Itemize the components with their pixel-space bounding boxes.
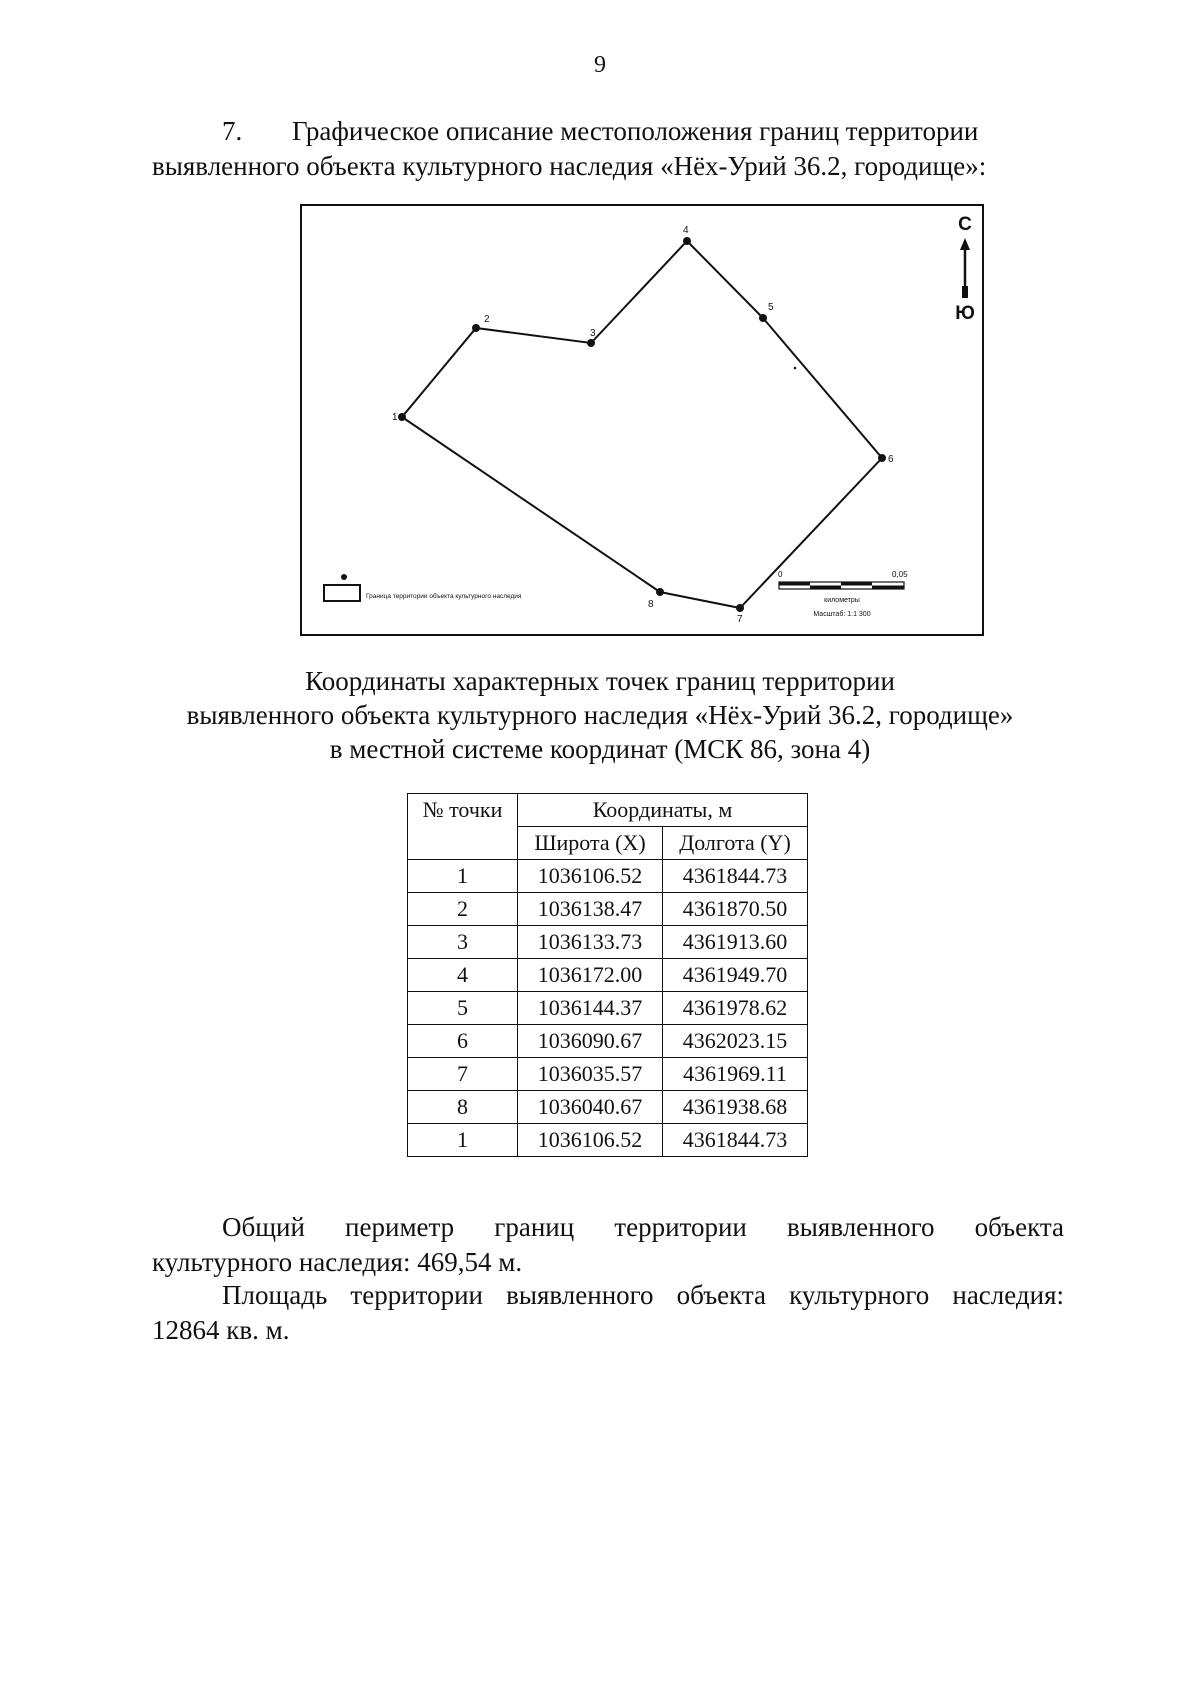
- cell-x: 1036090.67: [518, 1025, 663, 1058]
- cell-point: 1: [408, 860, 518, 893]
- point-8-label: 8: [648, 599, 654, 610]
- cell-x: 1036133.73: [518, 926, 663, 959]
- map-speck: [794, 367, 797, 370]
- area-line-2: 12864 кв. м.: [152, 1315, 290, 1345]
- header-latitude-x: Широта (X): [518, 827, 663, 860]
- north-label: С: [958, 214, 972, 235]
- perimeter-line-2: культурного наследия: 469,54 м.: [152, 1247, 523, 1277]
- cell-x: 1036106.52: [518, 860, 663, 893]
- coordinates-title: [0, 664, 1200, 766]
- heading-line-2: выявленного объекта культурного наследия «Нёх-Урий 36.2, городище»:: [152, 151, 987, 181]
- point-7-marker: [736, 604, 744, 612]
- table-row: [408, 860, 808, 893]
- section-number: 7.: [222, 116, 243, 146]
- area-paragraph: [152, 1278, 1064, 1348]
- cell-y: 4361938.68: [663, 1091, 808, 1124]
- perimeter-paragraph: [152, 1210, 1064, 1280]
- point-1-label: 1: [392, 412, 398, 423]
- cell-point: 5: [408, 992, 518, 1025]
- header-coordinates: Координаты, м: [518, 794, 808, 827]
- point-7-label: 7: [737, 614, 743, 625]
- cell-x: 1036144.37: [518, 992, 663, 1025]
- cell-y: 4361913.60: [663, 926, 808, 959]
- map-legend: [324, 574, 522, 601]
- perimeter-line-1: Общий периметр границ территории выявленного объекта: [222, 1212, 1064, 1242]
- map-canvas: [302, 206, 982, 634]
- scale-end-label: 0,05: [892, 570, 908, 579]
- cell-y: 4361844.73: [663, 1124, 808, 1157]
- cell-point: 4: [408, 959, 518, 992]
- boundary-map: [300, 204, 984, 636]
- cell-y: 4361978.62: [663, 992, 808, 1025]
- table-row: [408, 1058, 808, 1091]
- cell-y: 4361870.50: [663, 893, 808, 926]
- cell-y: 4361844.73: [663, 860, 808, 893]
- point-4-marker: [683, 237, 691, 245]
- cell-x: 1036035.57: [518, 1058, 663, 1091]
- table-row: [408, 959, 808, 992]
- cell-point: 7: [408, 1058, 518, 1091]
- point-6-marker: [878, 454, 886, 462]
- scale-units: километры: [824, 597, 860, 604]
- table-row: [408, 1124, 808, 1157]
- point-1-marker: [398, 413, 406, 421]
- scale-ratio: Масштаб: 1:1 300: [813, 611, 871, 618]
- legend-swatch: [324, 585, 360, 601]
- cell-point: 1: [408, 1124, 518, 1157]
- cell-y: 4361969.11: [663, 1058, 808, 1091]
- cell-x: 1036138.47: [518, 893, 663, 926]
- coordinates-table: [407, 793, 808, 1157]
- point-2-marker: [472, 324, 480, 332]
- table-header-row: [408, 794, 808, 827]
- table-row: [408, 926, 808, 959]
- point-3-label: 3: [590, 328, 596, 339]
- coordinates-title-line-3: в местной системе координат (МСК 86, зона 4): [329, 734, 871, 764]
- cell-x: 1036040.67: [518, 1091, 663, 1124]
- scale-bar: [778, 570, 908, 618]
- table-row: [408, 1025, 808, 1058]
- heading-line-1: Графическое описание местоположения границ территории: [292, 116, 979, 146]
- cell-point: 6: [408, 1025, 518, 1058]
- cell-point: 2: [408, 893, 518, 926]
- page-number: 9: [594, 52, 606, 78]
- legend-label: Граница территории объекта культурного наследия: [366, 593, 522, 600]
- coordinates-title-line-1: Координаты характерных точек границ территории: [305, 666, 895, 696]
- table-row: [408, 992, 808, 1025]
- point-5-marker: [759, 314, 767, 322]
- north-arrow: [955, 214, 975, 324]
- header-longitude-y: Долгота (Y): [663, 827, 808, 860]
- cell-x: 1036172.00: [518, 959, 663, 992]
- scale-start-label: 0: [778, 570, 783, 579]
- cell-y: 4362023.15: [663, 1025, 808, 1058]
- cell-x: 1036106.52: [518, 1124, 663, 1157]
- cell-point: 8: [408, 1091, 518, 1124]
- south-label: Ю: [955, 303, 975, 324]
- table-row: [408, 893, 808, 926]
- point-5-label: 5: [768, 302, 774, 313]
- header-point-number: № точки: [408, 794, 518, 860]
- point-4-label: 4: [683, 225, 689, 236]
- table-row: [408, 1091, 808, 1124]
- boundary-polygon: [402, 241, 882, 608]
- area-line-1: Площадь территории выявленного объекта культурного наследия:: [222, 1280, 1064, 1310]
- coordinates-title-line-2: выявленного объекта культурного наследия «Нёх-Урий 36.2, городище»: [186, 700, 1014, 730]
- point-3-marker: [587, 339, 595, 347]
- point-6-label: 6: [888, 454, 894, 465]
- section-heading: [152, 114, 1064, 184]
- boundary-points: [398, 237, 886, 612]
- cell-y: 4361949.70: [663, 959, 808, 992]
- point-2-label: 2: [484, 314, 490, 325]
- point-8-marker: [656, 588, 664, 596]
- cell-point: 3: [408, 926, 518, 959]
